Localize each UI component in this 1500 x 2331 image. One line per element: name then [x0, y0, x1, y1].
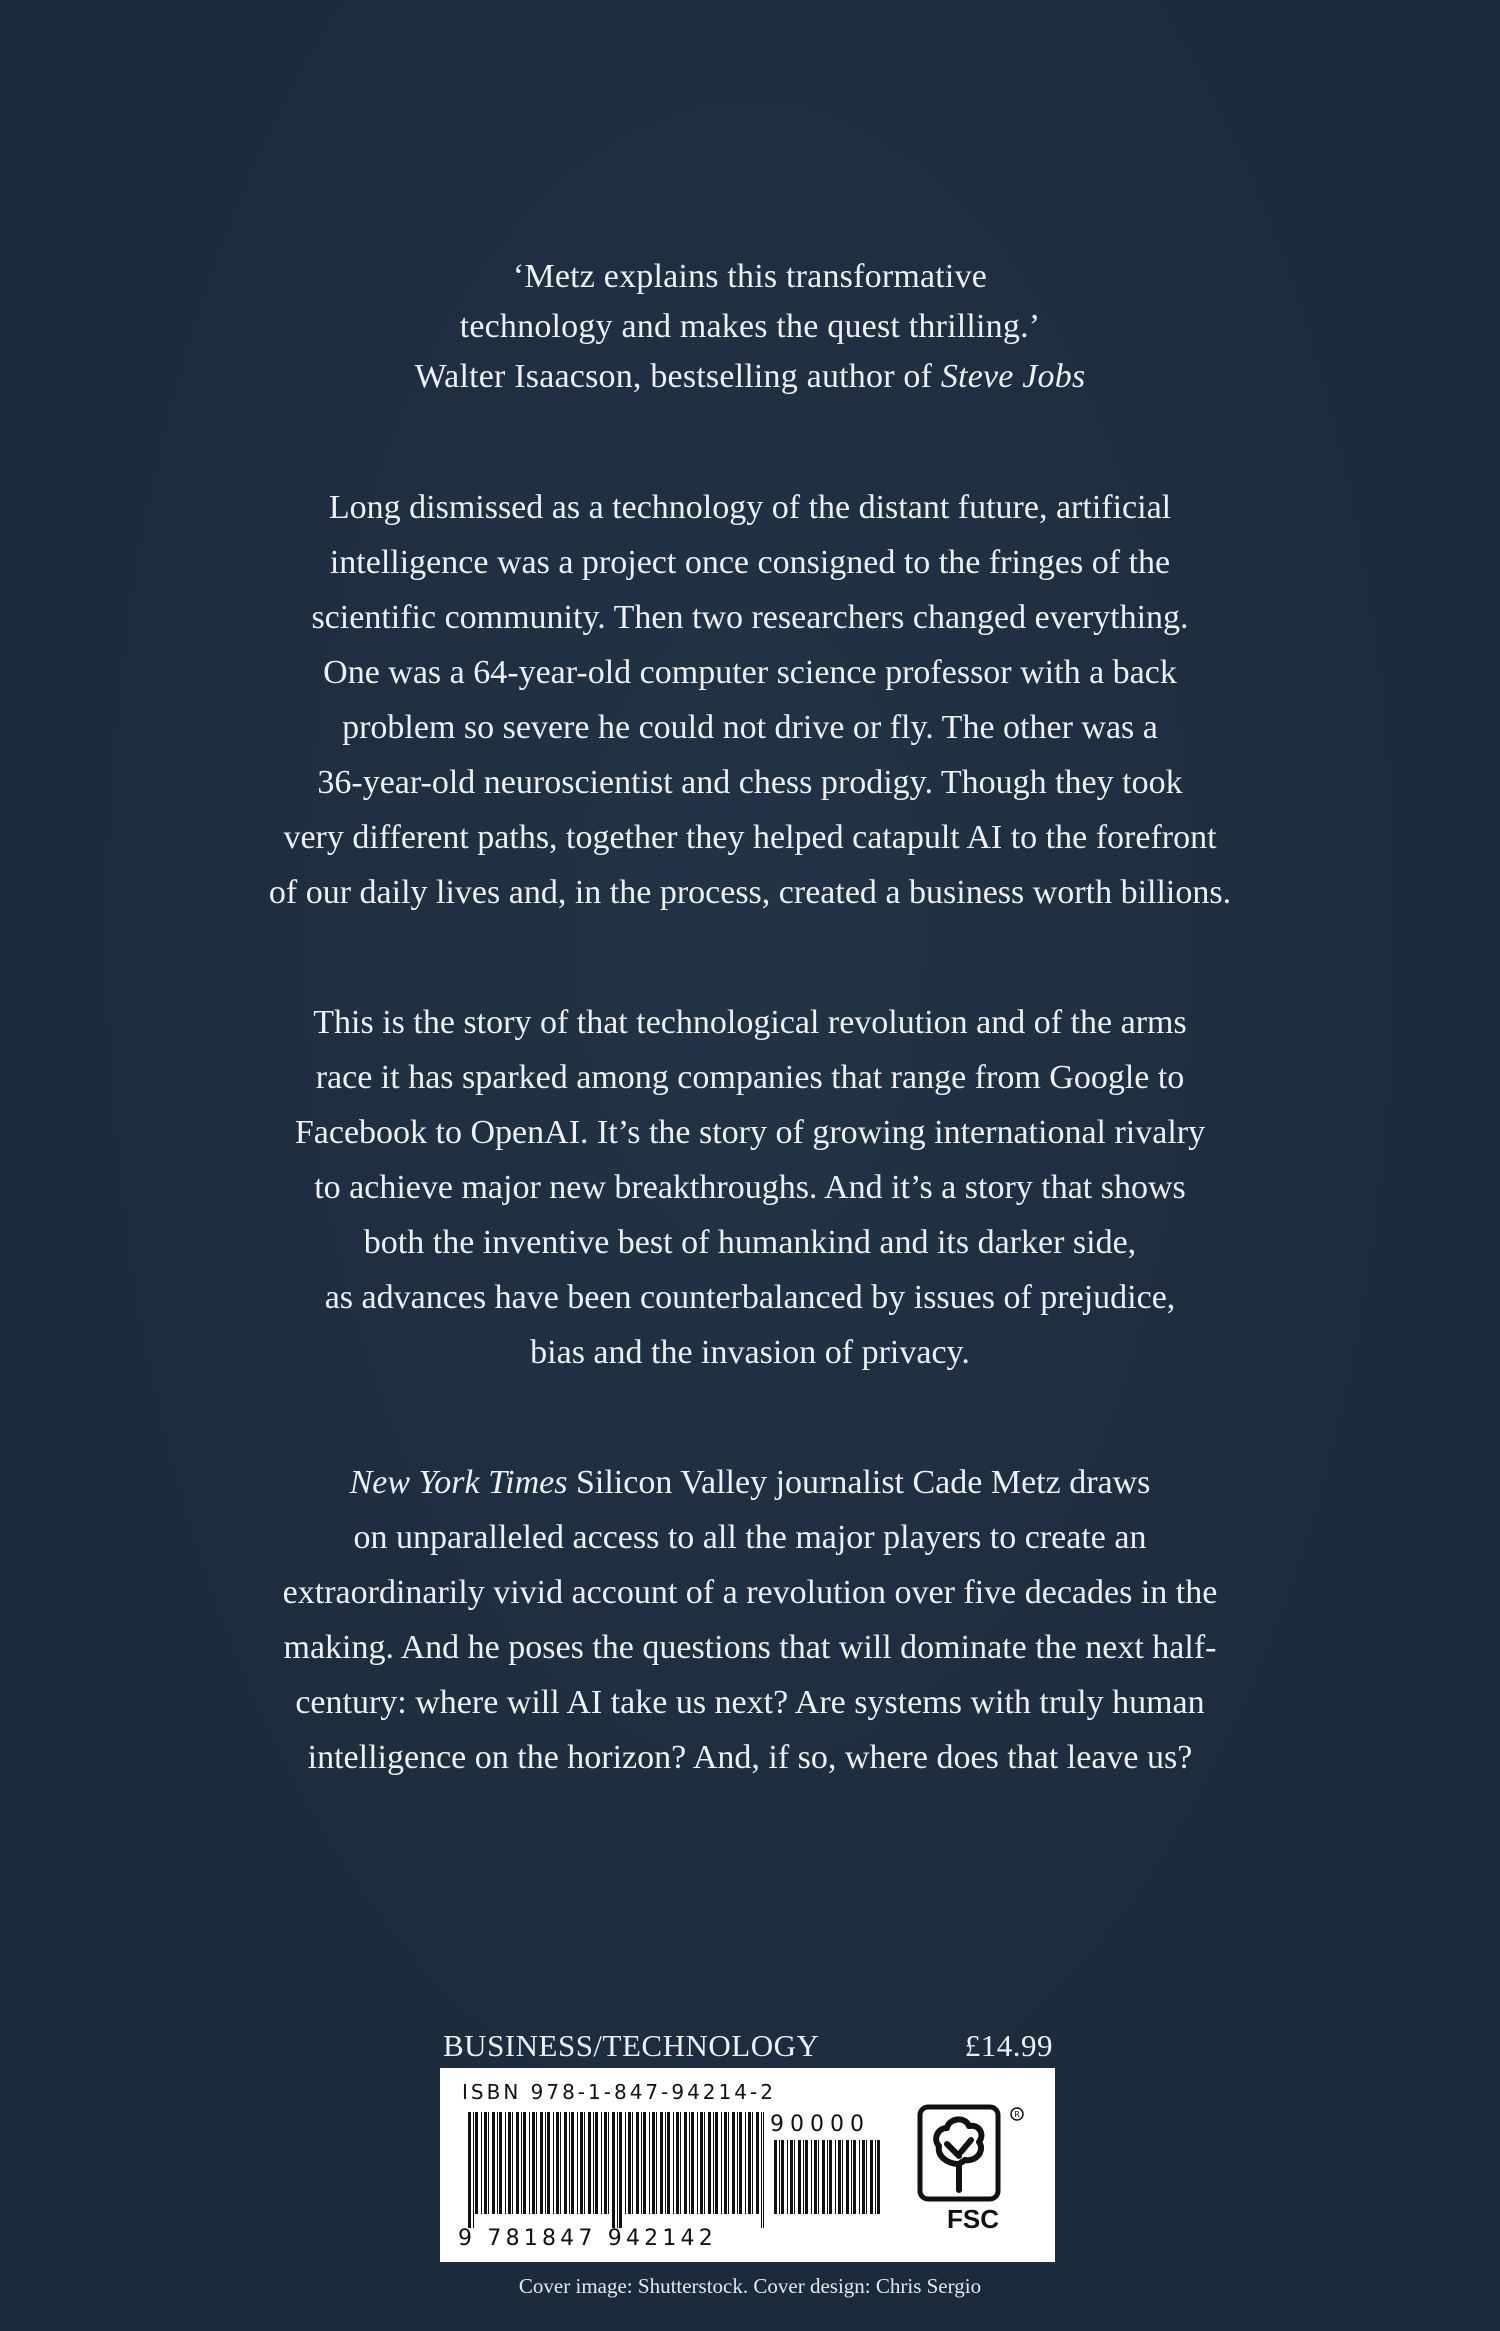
barcode-bar — [781, 2140, 784, 2214]
blurb-line: extraordinarily vivid account of a revolution over five decades in the — [282, 1574, 1218, 1611]
barcode-bar — [818, 2140, 819, 2214]
barcode-bar — [761, 2112, 762, 2228]
barcode-bar — [632, 2112, 633, 2214]
barcode-bar — [628, 2112, 631, 2214]
barcode-bar — [842, 2140, 843, 2214]
barcode-bar — [577, 2112, 578, 2214]
blurb-line: scientific community. Then two researchers changed everything. — [311, 599, 1189, 636]
barcode-bar — [545, 2112, 546, 2214]
blurb-line: bias and the invasion of privacy. — [530, 1334, 970, 1371]
barcode-bar — [713, 2112, 714, 2214]
barcode-bar — [846, 2140, 849, 2214]
barcode-bar — [787, 2140, 788, 2214]
quote-attribution — [120, 352, 1380, 402]
barcode-bar — [838, 2140, 841, 2214]
barcode-bar — [564, 2112, 567, 2214]
barcode-bar — [625, 2112, 626, 2214]
fsc-label: FSC — [947, 2204, 999, 2234]
barcode-bar — [851, 2140, 852, 2214]
barcode-bar — [697, 2112, 698, 2214]
svg-text:R: R — [1014, 2110, 1020, 2119]
attribution-book-title: Steve Jobs — [940, 358, 1086, 395]
barcode-bar — [612, 2112, 615, 2228]
quote-line-1: ‘Metz explains this transformative — [512, 258, 988, 295]
blurb-line: Facebook to OpenAI. It’s the story of growing international rivalry — [294, 1114, 1206, 1151]
blurb-line: Long dismissed as a technology of the distant future, artificial — [328, 489, 1172, 526]
barcode-bar — [601, 2112, 602, 2214]
barcode-bar — [805, 2140, 808, 2214]
category-price-row — [440, 2022, 1055, 2068]
barcode-bar — [588, 2112, 591, 2214]
barcode-bar — [660, 2112, 663, 2214]
barcode-bar — [593, 2112, 594, 2214]
barcode-bar — [617, 2112, 618, 2228]
barcode-bar — [595, 2112, 598, 2214]
blurb-line: intelligence on the horizon? And, if so, where does that leave us? — [307, 1739, 1193, 1776]
barcode-bar — [752, 2112, 753, 2214]
barcode-bar — [859, 2140, 860, 2214]
price-label: £14.99 — [964, 2028, 1053, 2063]
barcode-bar — [811, 2140, 812, 2214]
barcode-bar — [553, 2112, 554, 2214]
barcode-bar — [704, 2112, 705, 2214]
blurb-line: of our daily lives and, in the process, created a business worth billions. — [268, 874, 1232, 911]
blurb-line: 36-year-old neuroscientist and chess prodigy. Though they took — [317, 764, 1183, 801]
cover-credit: Cover image: Shutterstock. Cover design: Chris Sergio — [518, 2274, 982, 2298]
blurb-line-rest: Silicon Valley journalist Cade Metz draws — [567, 1464, 1151, 1501]
barcode-bar — [700, 2112, 703, 2214]
blurb-line: very different paths, together they helped catapult AI to the forefront — [283, 819, 1217, 856]
barcode-bar — [584, 2112, 585, 2214]
fsc-logo — [917, 2104, 1029, 2244]
blurb-line: problem so severe he could not drive or fly. The other was a — [342, 709, 1158, 746]
barcode-bar — [853, 2140, 856, 2214]
blurb-line: century: where will AI take us next? Are systems with truly human — [295, 1684, 1205, 1721]
barcode-bar — [721, 2112, 722, 2214]
quote-line-2: technology and makes the quest thrilling.’ — [459, 308, 1041, 345]
barcode-bar — [512, 2112, 513, 2214]
barcode-bar — [499, 2112, 502, 2214]
barcode-bar — [739, 2112, 742, 2214]
barcode-bar — [763, 2112, 764, 2228]
blurb-line: One was a 64-year-old computer science professor with a back — [323, 654, 1177, 691]
barcode-bar — [540, 2112, 543, 2214]
addon-digits: 90000 — [770, 2112, 870, 2137]
barcode-bar — [643, 2112, 646, 2214]
barcode-bar — [547, 2112, 550, 2214]
blurb-paragraph-1 — [120, 480, 1380, 920]
ean-barcode — [466, 2112, 766, 2228]
blurb-line: intelligence was a project once consigned to the fringes of the — [329, 544, 1171, 581]
barcode-bar — [521, 2112, 522, 2214]
barcode-bar — [829, 2140, 832, 2214]
barcode-bar — [877, 2140, 880, 2214]
newspaper-title: New York Times — [349, 1464, 568, 1501]
barcode-bar — [798, 2140, 801, 2214]
barcode-bar — [473, 2112, 474, 2228]
barcode-bar — [748, 2112, 751, 2214]
barcode-bar — [803, 2140, 804, 2214]
blurb-paragraph-3 — [120, 1455, 1380, 1785]
barcode-bar — [827, 2140, 828, 2214]
blurb-line: both the inventive best of humankind and its darker side, — [363, 1224, 1137, 1261]
barcode-bar — [569, 2112, 570, 2214]
barcode-bar — [580, 2112, 583, 2214]
barcode-bar — [724, 2112, 727, 2214]
barcode-bar — [676, 2112, 679, 2214]
barcode-bar — [516, 2112, 519, 2214]
barcode-bar — [523, 2112, 526, 2214]
barcode-bar — [774, 2140, 777, 2214]
fsc-tree-icon — [917, 2104, 1029, 2204]
barcode-bar — [608, 2112, 609, 2214]
barcode-bar — [636, 2112, 639, 2214]
barcode-bar — [484, 2112, 487, 2214]
barcode-bar — [656, 2112, 657, 2214]
ean-digits: 9 781847 942142 — [458, 2226, 717, 2251]
barcode-bar — [728, 2112, 729, 2214]
barcode-bar — [571, 2112, 574, 2214]
barcode-bar — [875, 2140, 876, 2214]
category-label: BUSINESS/TECHNOLOGY — [443, 2028, 820, 2063]
barcode-bar — [604, 2112, 607, 2214]
barcode-bar — [779, 2140, 780, 2214]
barcode-bar — [532, 2112, 535, 2214]
barcode-bar — [505, 2112, 506, 2214]
blurb-line: as advances have been counterbalanced by issues of prejudice, — [324, 1279, 1176, 1316]
barcode-bar — [684, 2112, 687, 2214]
attribution-author: Walter Isaacson, bestselling author of — [414, 358, 941, 395]
blurb-paragraph-2 — [120, 995, 1380, 1380]
barcode-bar — [870, 2140, 873, 2214]
barcode-bar — [708, 2112, 711, 2214]
barcode-bar — [814, 2140, 817, 2214]
barcode-bar — [508, 2112, 511, 2214]
barcode-bar — [619, 2112, 622, 2228]
barcode-bar — [652, 2112, 655, 2214]
barcode-bar — [529, 2112, 530, 2214]
barcode-bar — [715, 2112, 718, 2214]
barcode-bar — [560, 2112, 561, 2214]
blurb-line: race it has sparked among companies that range from Google to — [315, 1059, 1185, 1096]
barcode-bar — [866, 2140, 867, 2214]
blurb-line: to achieve major new breakthroughs. And it’s a story that shows — [314, 1169, 1186, 1206]
addon-barcode — [772, 2140, 882, 2228]
blurb-line: This is the story of that technological revolution and of the arms — [313, 1004, 1187, 1041]
barcode-bar — [649, 2112, 650, 2214]
barcode-bar — [737, 2112, 738, 2214]
barcode-bar — [665, 2112, 666, 2214]
barcode-bar — [732, 2112, 735, 2214]
barcode-bar — [689, 2112, 690, 2214]
review-quote — [120, 252, 1380, 402]
barcode-bar — [794, 2140, 795, 2214]
barcode-bar — [481, 2112, 482, 2214]
barcode-bar — [475, 2112, 478, 2214]
barcode-bar — [691, 2112, 694, 2214]
barcode-bar — [667, 2112, 670, 2214]
blurb-line: making. And he poses the questions that will dominate the next half- — [283, 1629, 1217, 1666]
barcode-bar — [641, 2112, 642, 2214]
barcode-bar — [756, 2112, 759, 2214]
isbn-text: ISBN 978-1-847-94214-2 — [462, 2080, 776, 2104]
barcode-bar — [673, 2112, 674, 2214]
barcode-bar — [862, 2140, 865, 2214]
barcode-bar — [790, 2140, 793, 2214]
barcode-panel — [440, 2068, 1055, 2262]
barcode-bar — [468, 2112, 471, 2228]
barcode-bar — [536, 2112, 537, 2214]
barcode-bar — [745, 2112, 746, 2214]
barcode-bar — [492, 2112, 495, 2214]
blurb-line — [120, 1455, 1380, 1510]
blurb-line: on unparalleled access to all the major players to create an — [353, 1519, 1147, 1556]
barcode-bar — [488, 2112, 489, 2214]
barcode-bar — [497, 2112, 498, 2214]
barcode-bar — [556, 2112, 559, 2214]
barcode-bar — [680, 2112, 681, 2214]
barcode-bar — [835, 2140, 836, 2214]
barcode-bar — [822, 2140, 825, 2214]
